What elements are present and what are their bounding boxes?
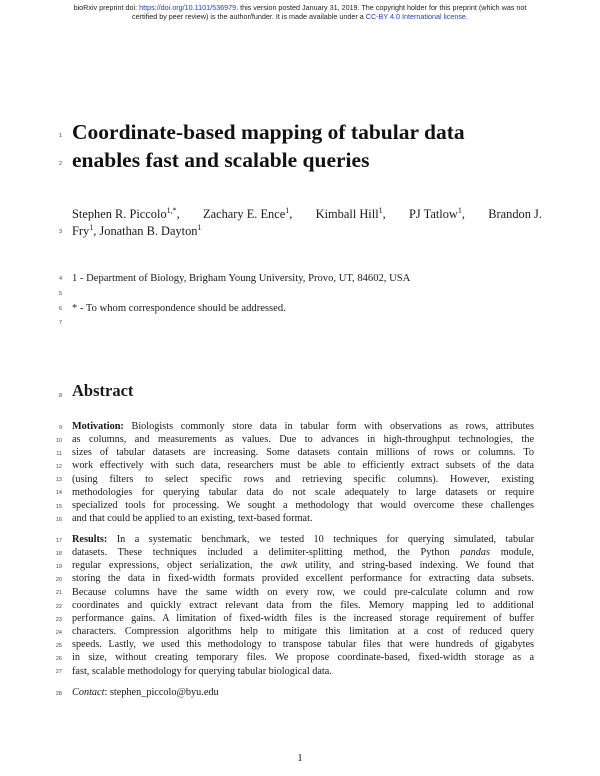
preprint-header xyxy=(0,3,600,21)
author: Zachary E. Ence$^1$, xyxy=(203,205,293,221)
author: Fry$^1$, xyxy=(72,222,100,238)
line-number: 4 xyxy=(58,276,62,282)
text-line: Motivation: Biologists commonly store data in tabular form with observations as rows, attributes xyxy=(72,421,534,432)
author-list xyxy=(72,206,542,240)
abstract-heading: Abstract xyxy=(72,381,134,400)
line-number: 9 xyxy=(58,425,62,431)
title-line-2: enables fast and scalable queries xyxy=(72,148,370,172)
line-number: 10 xyxy=(55,438,62,444)
line-number: 6 xyxy=(58,306,62,312)
text-line: regular expressions, object serialization, the awk utility, and string-based indexing. We found that xyxy=(72,560,535,572)
text-line: and that could be applied to an existing, text-based format. xyxy=(72,513,313,525)
text-line: in size, without creating temporary files. We propose coordinate-based, fixed-width storage as a xyxy=(72,652,534,664)
line-number: 3 xyxy=(58,229,62,235)
contact-email[interactable]: stephen_piccolo@byu.edu xyxy=(109,687,219,698)
text-line: as columns, and measurements as values. Due to advances in high-throughput technologies, the xyxy=(72,434,534,446)
line-number: 2 xyxy=(58,161,62,167)
line-number: 26 xyxy=(55,656,62,662)
line-number: 22 xyxy=(55,604,62,610)
line-number: 5 xyxy=(58,291,62,297)
results-label: Results: xyxy=(72,534,108,545)
line-number: 15 xyxy=(55,504,62,510)
contact-label: Contact xyxy=(72,687,105,698)
text-line: datasets. These techniques included a delimiter-splitting method, the Python pandas module, xyxy=(72,547,534,559)
text-line: fast, scalable methodology for querying tabular biological data. xyxy=(72,665,332,677)
license-link[interactable]: CC-BY 4.0 International license xyxy=(365,12,466,21)
page-number: 1 xyxy=(297,752,303,764)
line-number: 1 xyxy=(58,133,62,139)
text-line: characters. Compression algorithms help to mitigate this limitation at a cost of reduced query xyxy=(72,626,534,638)
text-line: coordinates and quickly extract relevant data from the files. Memory mapping led to additional xyxy=(72,599,534,611)
text-line: speeds. Lastly, we used this methodology to transpose tabular files that were hundreds of gigabytes xyxy=(72,639,534,651)
text-line: specialized tools for processing. We sought a methodology that would overcome these challenges xyxy=(72,499,534,511)
correspondence-note: * - To whom correspondence should be addressed. xyxy=(72,303,286,314)
line-number: 12 xyxy=(55,464,62,470)
line-number: 20 xyxy=(55,577,62,583)
line-number: 7 xyxy=(58,320,62,326)
line-number: 27 xyxy=(55,669,62,675)
author: Jonathan B. Dayton$^1$ xyxy=(99,222,202,238)
text-line: sizes of tabular datasets are increasing. Some datasets contain millions of rows or columns. To xyxy=(72,447,534,459)
line-number: 19 xyxy=(55,564,62,570)
doi-link[interactable]: https://doi.org/10.1101/536979 xyxy=(139,3,237,12)
line-number: 11 xyxy=(56,451,62,457)
header-line-2: certified by peer review) is the author/funder. It is made available under a CC-BY 4.0 International license. xyxy=(132,12,468,21)
text-line: methodologies for querying tabular data do not scale adequately to large datasets or require xyxy=(72,486,534,498)
author-line-2 xyxy=(72,223,542,240)
author-line-1 xyxy=(72,206,542,223)
line-number: 24 xyxy=(55,630,62,636)
line-number: 21 xyxy=(55,590,62,596)
author: Kimball Hill$^1$, xyxy=(315,205,386,221)
line-number: 17 xyxy=(55,538,62,544)
line-number: 28 xyxy=(55,691,62,697)
contact-line: Contact: stephen_piccolo@byu.edu xyxy=(72,687,219,698)
text-line: storing the data in fixed-width formats provided excellent performance for extracting data subsets. xyxy=(72,573,534,585)
line-number: 23 xyxy=(55,617,62,623)
text-line: work effectively with such data, researchers must be able to efficiently extract subsets of the data xyxy=(72,460,534,472)
text-line: Because columns have the same width on every row, we could pre-calculate column and row xyxy=(72,586,534,598)
header-line-1: bioRxiv preprint doi: https://doi.org/10.1101/536979. this version posted January 31, 2019. The copyright holder for this preprint (which was not xyxy=(73,3,527,12)
line-number: 18 xyxy=(55,551,62,557)
motivation-label: Motivation: xyxy=(72,421,124,432)
line-number: 14 xyxy=(55,490,62,496)
line-number: 8 xyxy=(58,393,62,399)
author: Brandon J. xyxy=(488,207,542,221)
paper-title xyxy=(72,118,552,174)
motivation-paragraph xyxy=(72,420,534,525)
author: Stephen R. Piccolo$^{1,*}$, xyxy=(72,205,180,221)
text-line: (using filters to select specific rows and retrieving specific columns). However, existing xyxy=(72,473,534,485)
results-paragraph xyxy=(72,533,534,678)
text-line: performance gains. A limitation of fixed-width files is the increased storage requirement of buffer xyxy=(72,612,534,624)
text-line: Results: In a systematic benchmark, we tested 10 techniques for querying simulated, tabular xyxy=(72,534,534,545)
title-line-1: Coordinate-based mapping of tabular data xyxy=(72,120,465,144)
affiliation: 1 - Department of Biology, Brigham Young University, Provo, UT, 84602, USA xyxy=(72,273,411,284)
line-number: 25 xyxy=(55,643,62,649)
author: PJ Tatlow$^1$, xyxy=(409,205,465,221)
line-number: 13 xyxy=(55,477,62,483)
line-number: 16 xyxy=(55,517,62,523)
